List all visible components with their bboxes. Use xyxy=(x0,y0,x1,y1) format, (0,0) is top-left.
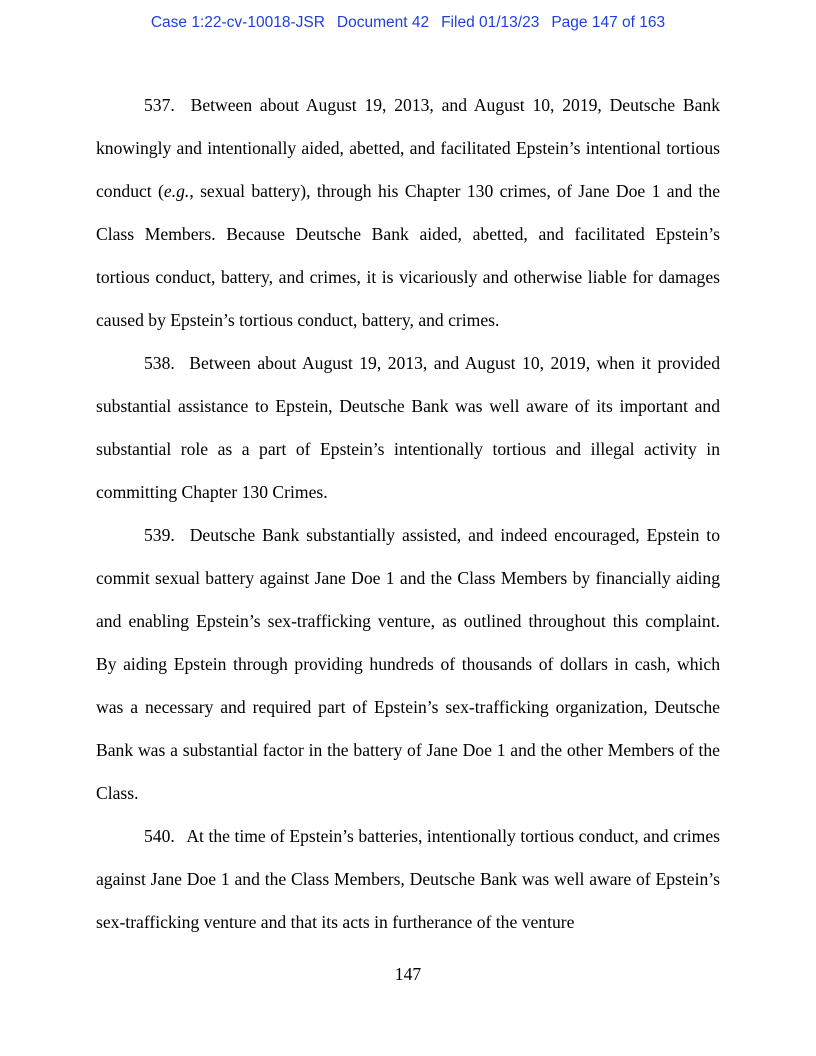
paragraph-number: 537. xyxy=(144,95,175,115)
paragraph-text-italic: e.g. xyxy=(163,181,190,201)
case-number: Case 1:22-cv-10018-JSR xyxy=(150,14,325,31)
page-count: Page 147 of 163 xyxy=(551,14,666,31)
paragraph-number: 538. xyxy=(144,353,175,373)
paragraph-537 xyxy=(96,84,720,342)
paragraph-text: Between about August 19, 2013, and August 10, 2019, Deutsche Bank knowingly and intentionally aided, abetted, and facilitated Epstein’s intentional tortious conduct ( xyxy=(96,95,720,201)
document-body xyxy=(96,84,720,944)
case-header xyxy=(0,14,816,32)
paragraph-number: 540. xyxy=(144,826,175,846)
paragraph-text: Deutsche Bank substantially assisted, and indeed encouraged, Epstein to commit sexual battery against Jane Doe 1 and the Class Members by financially aiding and enabling Epstein’s sex-trafficking venture, as outlined throughout this complaint. By aiding Epstein through providing hundreds of thousands of dollars in cash, which was a necessary and required part of Epstein’s sex-trafficking organization, Deutsche Bank was a substantial factor in the battery of Jane Doe 1 and the other Members of the Class. xyxy=(96,525,720,803)
paragraph-text: At the time of Epstein’s batteries, intentionally tortious conduct, and crimes against Jane Doe 1 and the Class Members, Deutsche Bank was well aware of Epstein’s sex-trafficking venture and that its acts in furtherance of the venture xyxy=(96,826,720,932)
paragraph-538 xyxy=(96,342,720,514)
paragraph-number: 539. xyxy=(144,525,175,545)
document-number: Document 42 xyxy=(336,14,430,31)
paragraph-text: Between about August 19, 2013, and August 10, 2019, when it provided substantial assistance to Epstein, Deutsche Bank was well aware of its important and substantial role as a part of Epstein’s intentionally tortious and illegal activity in committing Chapter 130 Crimes. xyxy=(96,353,720,502)
page-number: 147 xyxy=(394,964,422,984)
paragraph-text: , sexual battery), through his Chapter 130 crimes, of Jane Doe 1 and the Class Members. Because Deutsche Bank aided, abetted, and facilitated Epstein’s tortious conduct, battery, and crimes, it is vicariously and otherwise liable for damages caused by Epstein’s tortious conduct, battery, and crimes. xyxy=(96,181,720,330)
paragraph-539 xyxy=(96,514,720,815)
paragraph-540 xyxy=(96,815,720,944)
filed-date: Filed 01/13/23 xyxy=(441,14,540,31)
